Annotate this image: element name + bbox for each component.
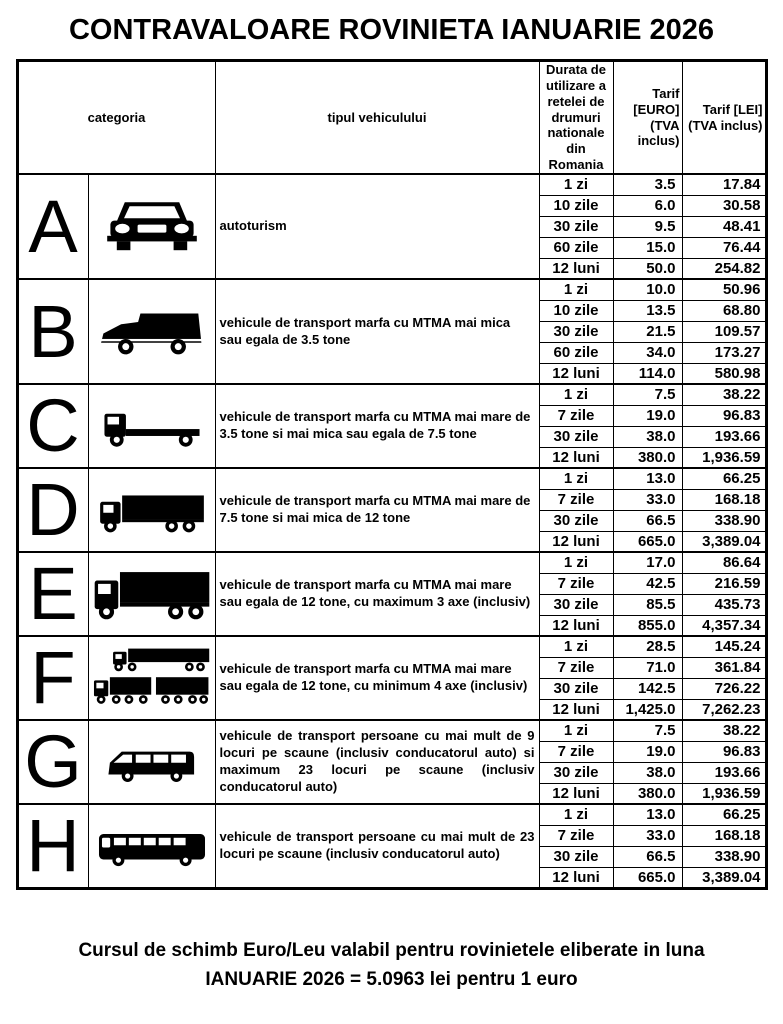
euro-value-cell: 13.5 <box>613 300 682 321</box>
duration-cell: 30 zile <box>539 216 613 237</box>
duration-cell: 10 zile <box>539 195 613 216</box>
lei-value-cell: 38.22 <box>682 720 766 741</box>
lei-value-cell: 168.18 <box>682 489 766 510</box>
vehicle-description: vehicule de transport persoane cu mai mult de 23 locuri pe scaune (inclusiv conducatorul auto) <box>215 804 539 888</box>
euro-value-cell: 33.0 <box>613 825 682 846</box>
exchange-rate-note <box>0 936 783 995</box>
category-letter-a: A <box>17 174 88 279</box>
euro-value-cell: 42.5 <box>613 573 682 594</box>
duration-cell: 1 zi <box>539 468 613 489</box>
lei-value-cell: 50.96 <box>682 279 766 300</box>
euro-value-cell: 3.5 <box>613 174 682 195</box>
euro-value-cell: 13.0 <box>613 468 682 489</box>
euro-value-cell: 17.0 <box>613 552 682 573</box>
header-vehicle-type: tipul vehiculului <box>215 61 539 175</box>
header-duration: Durata de utilizare a retelei de drumuri nationale din Romania <box>539 61 613 175</box>
euro-value-cell: 142.5 <box>613 678 682 699</box>
category-letter-g: G <box>17 720 88 804</box>
lei-value-cell: 361.84 <box>682 657 766 678</box>
page-title: CONTRAVALOARE ROVINIETA IANUARIE 2026 <box>68 14 715 46</box>
category-c-icon-cell <box>88 384 215 468</box>
euro-value-cell: 71.0 <box>613 657 682 678</box>
lei-value-cell: 1,936.59 <box>682 783 766 804</box>
duration-cell: 12 luni <box>539 447 613 468</box>
euro-value-cell: 33.0 <box>613 489 682 510</box>
duration-cell: 12 luni <box>539 783 613 804</box>
euro-value-cell: 1,425.0 <box>613 699 682 720</box>
category-letter-h: H <box>17 804 88 888</box>
duration-cell: 12 luni <box>539 615 613 636</box>
lei-value-cell: 580.98 <box>682 363 766 384</box>
duration-cell: 10 zile <box>539 300 613 321</box>
vehicle-description: vehicule de transport marfa cu MTMA mai mare de 7.5 tone si mai mica de 12 tone <box>215 468 539 552</box>
euro-value-cell: 114.0 <box>613 363 682 384</box>
lei-value-cell: 173.27 <box>682 342 766 363</box>
duration-cell: 7 zile <box>539 657 613 678</box>
bus-icon <box>96 825 208 867</box>
euro-value-cell: 10.0 <box>613 279 682 300</box>
car-front-icon <box>104 200 200 254</box>
euro-value-cell: 7.5 <box>613 384 682 405</box>
duration-cell: 1 zi <box>539 384 613 405</box>
duration-cell: 7 zile <box>539 405 613 426</box>
vehicle-description: vehicule de transport marfa cu MTMA mai mare de 3.5 tone si mai mica sau egala de 7.5 tone <box>215 384 539 468</box>
euro-value-cell: 855.0 <box>613 615 682 636</box>
lei-value-cell: 193.66 <box>682 426 766 447</box>
category-f-icon-cell <box>88 636 215 720</box>
lei-value-cell: 109.57 <box>682 321 766 342</box>
euro-value-cell: 38.0 <box>613 762 682 783</box>
duration-cell: 1 zi <box>539 174 613 195</box>
duration-cell: 30 zile <box>539 678 613 699</box>
euro-value-cell: 7.5 <box>613 720 682 741</box>
duration-cell: 1 zi <box>539 804 613 825</box>
euro-value-cell: 66.5 <box>613 846 682 867</box>
category-b-icon-cell <box>88 279 215 384</box>
table-row <box>17 174 766 195</box>
lei-value-cell: 145.24 <box>682 636 766 657</box>
lei-value-cell: 76.44 <box>682 237 766 258</box>
vehicle-description: autoturism <box>215 174 539 279</box>
duration-cell: 30 zile <box>539 594 613 615</box>
lei-value-cell: 338.90 <box>682 846 766 867</box>
category-g-icon-cell <box>88 720 215 804</box>
vehicle-description: vehicule de transport persoane cu mai mult de 9 locuri pe scaune (inclusiv conducatorul auto) si maximum 23 locuri pe scaune (inclusiv conducatorul auto) <box>215 720 539 804</box>
lei-value-cell: 216.59 <box>682 573 766 594</box>
duration-cell: 7 zile <box>539 825 613 846</box>
table-row <box>17 384 766 405</box>
lei-value-cell: 1,936.59 <box>682 447 766 468</box>
lei-value-cell: 435.73 <box>682 594 766 615</box>
category-h-icon-cell <box>88 804 215 888</box>
table-row <box>17 279 766 300</box>
euro-value-cell: 15.0 <box>613 237 682 258</box>
vehicle-description: vehicule de transport marfa cu MTMA mai mare sau egala de 12 tone, cu minimum 4 axe (inclusiv) <box>215 636 539 720</box>
lei-value-cell: 168.18 <box>682 825 766 846</box>
euro-value-cell: 28.5 <box>613 636 682 657</box>
table-row <box>17 552 766 573</box>
category-letter-d: D <box>17 468 88 552</box>
duration-cell: 1 zi <box>539 636 613 657</box>
category-a-icon-cell <box>88 174 215 279</box>
duration-cell: 30 zile <box>539 846 613 867</box>
duration-cell: 60 zile <box>539 342 613 363</box>
lei-value-cell: 3,389.04 <box>682 867 766 888</box>
euro-value-cell: 6.0 <box>613 195 682 216</box>
lei-value-cell: 38.22 <box>682 384 766 405</box>
duration-cell: 12 luni <box>539 867 613 888</box>
duration-cell: 7 zile <box>539 741 613 762</box>
lei-value-cell: 17.84 <box>682 174 766 195</box>
lei-value-cell: 338.90 <box>682 510 766 531</box>
duration-cell: 1 zi <box>539 552 613 573</box>
lei-value-cell: 30.58 <box>682 195 766 216</box>
euro-value-cell: 13.0 <box>613 804 682 825</box>
exchange-rate-line-2: IANUARIE 2026 = 5.0963 lei pentru 1 euro <box>205 968 578 990</box>
duration-cell: 60 zile <box>539 237 613 258</box>
duration-cell: 30 zile <box>539 762 613 783</box>
lei-value-cell: 193.66 <box>682 762 766 783</box>
header-tarif-lei: Tarif [LEI] (TVA inclus) <box>682 61 766 175</box>
duration-cell: 1 zi <box>539 279 613 300</box>
vehicle-description: vehicule de transport marfa cu MTMA mai mare sau egala de 12 tone, cu maximum 3 axe (inclusiv) <box>215 552 539 636</box>
category-letter-c: C <box>17 384 88 468</box>
lei-value-cell: 48.41 <box>682 216 766 237</box>
euro-value-cell: 50.0 <box>613 258 682 279</box>
minibus-icon <box>104 740 200 784</box>
heavy-truck-icon <box>93 567 211 621</box>
category-d-icon-cell <box>88 468 215 552</box>
duration-cell: 30 zile <box>539 321 613 342</box>
lei-value-cell: 3,389.04 <box>682 531 766 552</box>
lei-value-cell: 4,357.34 <box>682 615 766 636</box>
exchange-rate-line-1: Cursul de schimb Euro/Leu valabil pentru rovinietele eliberate in luna <box>78 939 705 961</box>
header-tarif-euro: Tarif [EURO] (TVA inclus) <box>613 61 682 175</box>
category-letter-f: F <box>17 636 88 720</box>
truck-trailer-icon <box>92 647 212 709</box>
duration-cell: 12 luni <box>539 258 613 279</box>
euro-value-cell: 38.0 <box>613 426 682 447</box>
euro-value-cell: 85.5 <box>613 594 682 615</box>
lei-value-cell: 66.25 <box>682 468 766 489</box>
lei-value-cell: 66.25 <box>682 804 766 825</box>
lei-value-cell: 726.22 <box>682 678 766 699</box>
duration-cell: 12 luni <box>539 531 613 552</box>
duration-cell: 12 luni <box>539 699 613 720</box>
header-row <box>17 61 766 175</box>
duration-cell: 30 zile <box>539 426 613 447</box>
table-row <box>17 468 766 489</box>
table-row <box>17 636 766 657</box>
euro-value-cell: 19.0 <box>613 405 682 426</box>
euro-value-cell: 66.5 <box>613 510 682 531</box>
duration-cell: 7 zile <box>539 489 613 510</box>
euro-value-cell: 19.0 <box>613 741 682 762</box>
category-letter-b: B <box>17 279 88 384</box>
box-truck-icon <box>97 486 207 534</box>
euro-value-cell: 380.0 <box>613 783 682 804</box>
duration-cell: 1 zi <box>539 720 613 741</box>
lei-value-cell: 7,262.23 <box>682 699 766 720</box>
table-row <box>17 804 766 825</box>
rovinieta-price-table <box>16 59 768 890</box>
euro-value-cell: 21.5 <box>613 321 682 342</box>
van-icon <box>98 307 206 357</box>
lei-value-cell: 86.64 <box>682 552 766 573</box>
lei-value-cell: 96.83 <box>682 405 766 426</box>
euro-value-cell: 665.0 <box>613 531 682 552</box>
header-categoria: categoria <box>17 61 215 175</box>
euro-value-cell: 9.5 <box>613 216 682 237</box>
lei-value-cell: 68.80 <box>682 300 766 321</box>
euro-value-cell: 380.0 <box>613 447 682 468</box>
vehicle-description: vehicule de transport marfa cu MTMA mai mica sau egala de 3.5 tone <box>215 279 539 384</box>
euro-value-cell: 34.0 <box>613 342 682 363</box>
table-row <box>17 720 766 741</box>
lei-value-cell: 254.82 <box>682 258 766 279</box>
lei-value-cell: 96.83 <box>682 741 766 762</box>
duration-cell: 30 zile <box>539 510 613 531</box>
duration-cell: 12 luni <box>539 363 613 384</box>
euro-value-cell: 665.0 <box>613 867 682 888</box>
category-e-icon-cell <box>88 552 215 636</box>
duration-cell: 7 zile <box>539 573 613 594</box>
flatbed-truck-icon <box>98 403 206 449</box>
category-letter-e: E <box>17 552 88 636</box>
